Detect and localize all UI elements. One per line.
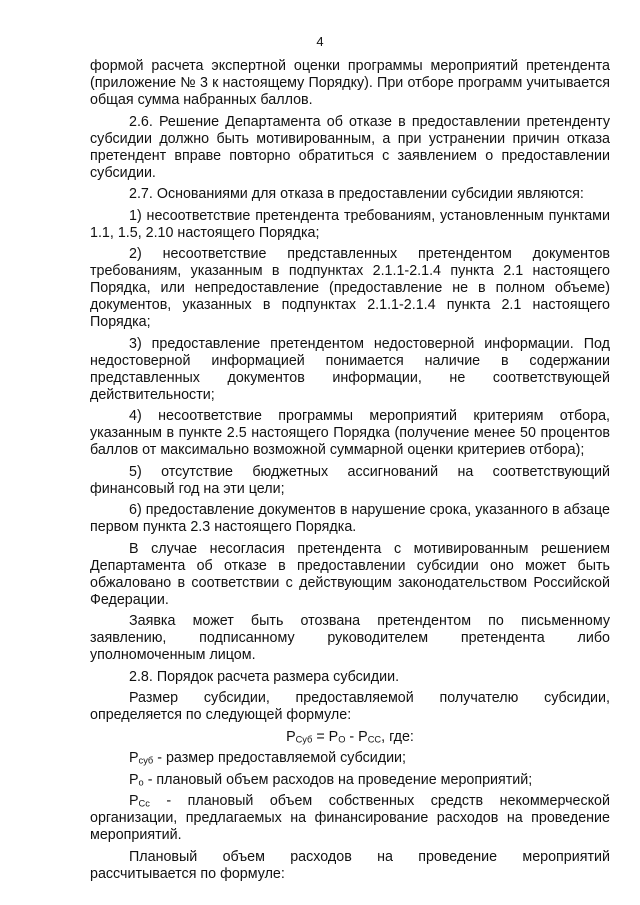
list-item: 6) предоставление документов в нарушение срока, указанного в абзаце первом пункта 2.3 настоящего Порядка. (90, 502, 610, 535)
paragraph: формой расчета экспертной оценки программы мероприятий претендента (приложение № 3 к настоящему Порядку). При отборе программ учитывается общая сумма набранных баллов. (90, 58, 610, 108)
list-item: 5) отсутствие бюджетных ассигнований на соответствующий финансовый год на эти цели; (90, 463, 610, 497)
paragraph: Плановый объем расходов на проведение мероприятий рассчитывается по формуле: (90, 848, 610, 882)
list-item: 4) несоответствие программы мероприятий критериям отбора, указанным в пункте 2.5 настоящего Порядка (получение менее 50 процентов баллов от максимально возможной суммарной оценки критериев отбора); (90, 408, 610, 458)
section-heading: 2.8. Порядок расчета размера субсидии. (129, 668, 400, 685)
list-item: 3) предоставление претендентом недостоверной информации. Под недостоверной информацией понимается наличие в содержании представленных документов информации, не соответствующей действительности; (90, 335, 610, 403)
definition: $Р_{Сс}$ - плановый объем собственных средств некоммерческой организации, предлагаемых на финансирование расходов на проведение мероприятий. (90, 793, 610, 843)
paragraph: Размер субсидии, предоставляемой получателю субсидии, определяется по следующей формуле: (90, 690, 610, 723)
definition: $Р_о$ - плановый объем расходов на проведение мероприятий; (129, 771, 533, 788)
formula: $Р_{Суб} = Р_О - Р_{СС}$, где: (286, 728, 414, 745)
paragraph: 2.6. Решение Департамента об отказе в предоставлении претенденту субсидии должно быть мотивированным, а при устранении причин отказа претендент вправе повторно обратиться с заявлением о предоставлении субсидии. (90, 113, 610, 181)
page-number: 4 (316, 34, 324, 49)
paragraph: В случае несогласия претендента с мотивированным решением Департамента об отказе в предоставлении субсидии оно может быть обжаловано в соответствии с действующим законодательством Российской Федерации. (90, 540, 610, 608)
document-body (90, 58, 610, 887)
paragraph: 2.7. Основаниями для отказа в предоставлении субсидии являются: (129, 186, 584, 202)
paragraph: Заявка может быть отозвана претендентом по письменному заявлению, подписанному руководителем претендента либо уполномоченным лицом. (90, 613, 610, 663)
definition: $Р_{суб}$ - размер предоставляемой субсидии; (129, 750, 407, 766)
list-item: 1) несоответствие претендента требованиям, установленным пунктами 1.1, 1.5, 2.10 настоящего Порядка; (90, 207, 610, 241)
list-item: 2) несоответствие представленных претендентом документов требованиям, указанным в подпунктах 2.1.1-2.1.4 пункта 2.1 настоящего Порядка, или непредоставление (предоставление не в полном объеме) документов, указанных в подпунктах 2.1.1-2.1.4 пункта 2.1 настоящего Порядка; (90, 246, 610, 330)
